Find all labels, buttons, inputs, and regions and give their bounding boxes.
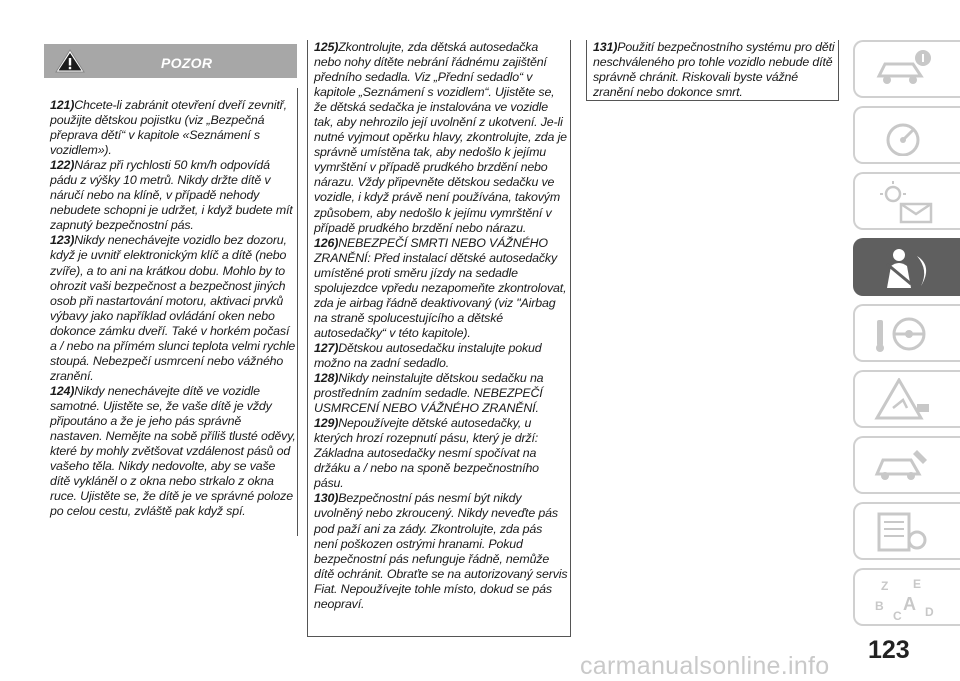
warning-item-text: Zkontrolujte, zda dětská autosedačka nebo nohy dítěte nebrání řádnému zajištění předního sedadla. Viz „Přední sedadlo“ v kapitole „Seznámení s vozidlem“. Ujistěte se, že dětská sedačka je instalována ve vozidle tak, aby nehrozilo její uvolnění z ukotvení. Je-li nutné vyjmout opěrku hlavy, zkontrolujte, zda je správně umístěna tak, aby nedošlo k jejímu vymrštění v případě prudkého brzdění nebo nárazu. Vždy připevněte dětskou sedačku ve vozidle, i když právě není používána, takovým způsobem, aby nedošlo k jejímu vymrštění v případě prudkého brzdění nebo nárazu. [314, 40, 567, 235]
warning-item-text: Náraz při rychlosti 50 km/h odpovídá pádu z výšky 10 metrů. Nikdy držte dítě v náručí nebo na klíně, v případě nehody nebudete schopni je udržet, i když budete mít zapnutý bezpečnostní pás. [50, 158, 293, 233]
col3-right-border [838, 40, 839, 100]
col1-right-border [297, 88, 298, 536]
warning-item-number: 122) [50, 158, 75, 173]
warning-item [314, 341, 568, 371]
warning-item [50, 233, 296, 383]
warning-item [314, 40, 568, 236]
warning-item-text: NEBEZPEČÍ SMRTI NEBO VÁŽNÉHO ZRANĚNÍ: Před instalací dětské autosedačky umístěné proti směru jízdy na sedadle spolujezdce vpředu nezapomeňte zkontrolovat, zda je airbag řádně deaktivovaný (viz "Airbag na straně spolucestujícího a dětské autosedačky“ v této kapitole). [314, 235, 567, 340]
tab-safety[interactable] [853, 238, 960, 296]
car-info-icon [873, 48, 933, 90]
warning-item-number: 127) [314, 340, 339, 355]
warning-item [314, 236, 568, 341]
tab-dashboard[interactable] [853, 106, 960, 164]
warning-item-text: Nikdy nenechávejte dítě ve vozidle samotné. Ujistěte se, že vaše dítě je vždy připoutáno a že je jeho pás správně nastaven. Nemějte na sobě příliš tlusté oděvy, které by mohly zvětšovat vzdálenost pásů od vašeho těla. Nikdy nedovolte, aby se vaše dítě vykláněl o z okna nebo strkalo z okna ruce. Ujistěte se, že dítě je ve správné poloze po celou cestu, zvláště pak když spí. [50, 383, 296, 519]
tab-lights[interactable] [853, 172, 960, 230]
warning-item [50, 384, 296, 519]
warning-item [50, 98, 296, 158]
col2-bottom-border [307, 636, 571, 637]
warning-item-number: 125) [314, 40, 339, 54]
tab-starting[interactable] [853, 304, 960, 362]
col2-right-border [570, 40, 571, 636]
warning-item-text: Použití bezpečnostního systému pro děti neschváleného pro tohle vozidlo nebude dítě správně chránit. Riskovali byste vážné zranění nebo dokonce smrt. [593, 40, 835, 100]
starting-driving-icon [873, 312, 933, 354]
safety-airbag-icon [873, 246, 937, 292]
warning-triangle-icon [54, 48, 86, 79]
warning-item-text: Nepoužívejte dětské autosedačky, u kterých hrozí rozepnutí pásu, který je drží: Základna autosedačky nesmí spočívat na držáku a / nebo na sponě bezpečnostního pásu. [314, 416, 539, 491]
warning-column-2 [314, 40, 568, 612]
car-maintenance-icon [873, 444, 933, 486]
svg-text:Z: Z [881, 579, 889, 593]
warning-item [314, 371, 568, 416]
tab-index[interactable] [853, 568, 960, 626]
warning-item [593, 40, 835, 100]
warning-item-number: 124) [50, 383, 75, 398]
svg-text:C: C [893, 609, 902, 622]
warning-item-text: Nikdy neinstalujte dětskou sedačku na prostředním zadním sedadle. NEBEZPEČÍ USMRCENÍ NEBO VÁŽNÉHO ZRANĚNÍ. [314, 371, 544, 416]
technical-data-icon [873, 510, 933, 552]
warning-item-text: Bezpečnostní pás nesmí být nikdy uvolněný nebo zkroucený. Nikdy neveďte pás pod paží ani za zády. Zkontrolujte, zda pás není poškozen ostrými hranami. Pokud bezpečnostní pás nefunguje řádně, nemůže dítě ochránit. Obraťte se na autorizovaný servis Fiat. Nepoužívejte tohle místo, dokud se pás neopraví. [314, 491, 568, 611]
emergency-icon [873, 378, 933, 420]
warning-item [50, 158, 296, 233]
tab-maintenance[interactable] [853, 436, 960, 494]
warning-title: POZOR [161, 55, 213, 71]
svg-text:A: A [903, 594, 916, 614]
svg-text:E: E [913, 577, 922, 591]
tab-technical-data[interactable] [853, 502, 960, 560]
warning-item-text: Nikdy nenechávejte vozidlo bez dozoru, když je uvnitř elektronickým klíč a dítě (nebo zvíře), a to ani na krátkou dobu. Mohlo by to ohrozit vaši bezpečnost a bezpečnost jiných osob při nastartování motoru, aktivaci prvků výbavy jako například ovládání oken nebo dokonce zámku dveří. Také v horkém počasí a / nebo na přímém slunci teplota velmi rychle stoupá. Nebezpečí usmrcení nebo vážného zranění. [50, 233, 296, 383]
warning-item-text: Dětskou autosedačku instalujte pokud možno na zadní sedadlo. [314, 340, 542, 370]
col3-left-border [586, 40, 587, 100]
warning-item [314, 491, 568, 611]
chapter-tab-strip [853, 40, 960, 630]
col2-left-border [307, 40, 308, 636]
warning-column-1 [50, 98, 296, 519]
warning-item-text: Chcete-li zabránit otevření dveří zevnitř, použijte dětskou pojistku (viz „Bezpečná přeprava dětí“ v kapitole «Seznámení s vozidlem»). [50, 98, 287, 158]
warning-item-number: 121) [50, 98, 75, 112]
warning-item-number: 126) [314, 235, 339, 250]
watermark: carmanualsonline.info [580, 652, 830, 680]
dashboard-gauge-icon [873, 114, 933, 156]
tab-emergency[interactable] [853, 370, 960, 428]
tab-car-info[interactable] [853, 40, 960, 98]
lights-signals-icon [873, 180, 935, 224]
warning-banner [44, 44, 297, 78]
index-icon [873, 576, 937, 622]
warning-item-number: 131) [593, 40, 618, 54]
svg-text:B: B [875, 599, 884, 613]
warning-item [314, 416, 568, 491]
warning-column-3 [593, 40, 835, 100]
warning-item-number: 129) [314, 416, 339, 431]
page-number: 123 [868, 636, 910, 664]
warning-item-number: 130) [314, 491, 339, 506]
warning-item-number: 123) [50, 233, 75, 248]
warning-item-number: 128) [314, 371, 339, 386]
svg-text:D: D [925, 605, 934, 619]
